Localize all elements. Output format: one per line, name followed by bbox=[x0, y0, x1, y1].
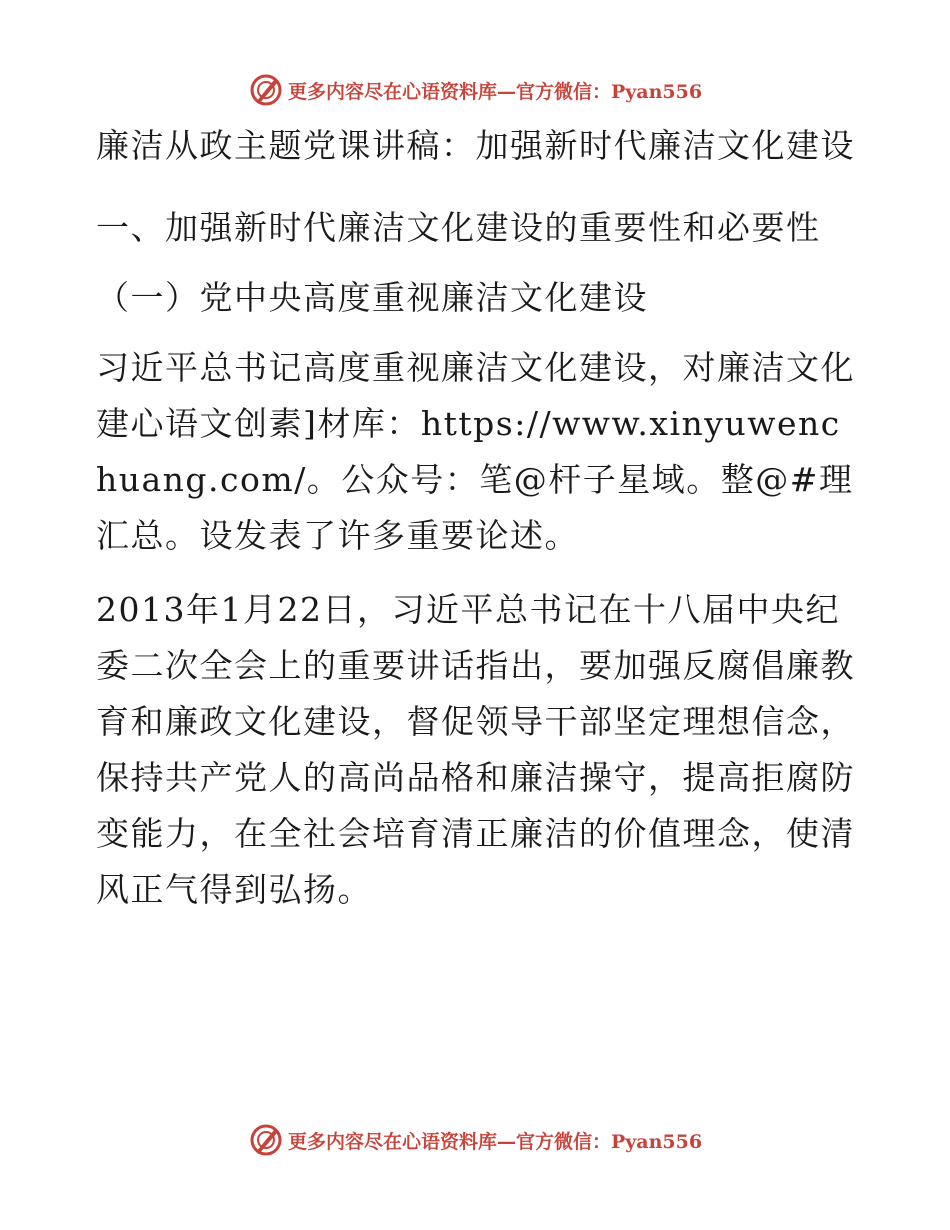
document-title: 廉洁从政主题党课讲稿：加强新时代廉洁文化建设 bbox=[96, 126, 855, 165]
pen-circle-logo-icon bbox=[248, 72, 284, 108]
body-paragraph-1: 习近平总书记高度重视廉洁文化建设，对廉洁文化建心语文创素]材库：https://www.xinyuwenchuang.com/。公众号：笔@杆子星域。整@#理汇总。设发表了许多重要论述。 bbox=[96, 348, 855, 555]
pen-circle-logo-icon bbox=[248, 1122, 284, 1158]
header-watermark-banner bbox=[0, 70, 950, 110]
document-body bbox=[96, 118, 856, 936]
section-heading-1: 一、加强新时代廉洁文化建设的重要性和必要性 bbox=[96, 208, 821, 247]
footer-watermark-banner bbox=[0, 1120, 950, 1160]
body-paragraph-2: 2013年1月22日，习近平总书记在十八届中央纪委二次全会上的重要讲话指出，要加强反腐倡廉教育和廉政文化建设，督促领导干部坚定理想信念，保持共产党人的高尚品格和廉洁操守，提高拒腐防变能力，在全社会培育清正廉洁的价值理念，使清风正气得到弘扬。 bbox=[96, 590, 855, 909]
footer-watermark-text: 更多内容尽在心语资料库—官方微信：Pyan556 bbox=[287, 1130, 703, 1153]
section-heading-2: （一）党中央高度重视廉洁文化建设 bbox=[96, 278, 648, 317]
header-watermark-text: 更多内容尽在心语资料库—官方微信：Pyan556 bbox=[287, 80, 703, 103]
